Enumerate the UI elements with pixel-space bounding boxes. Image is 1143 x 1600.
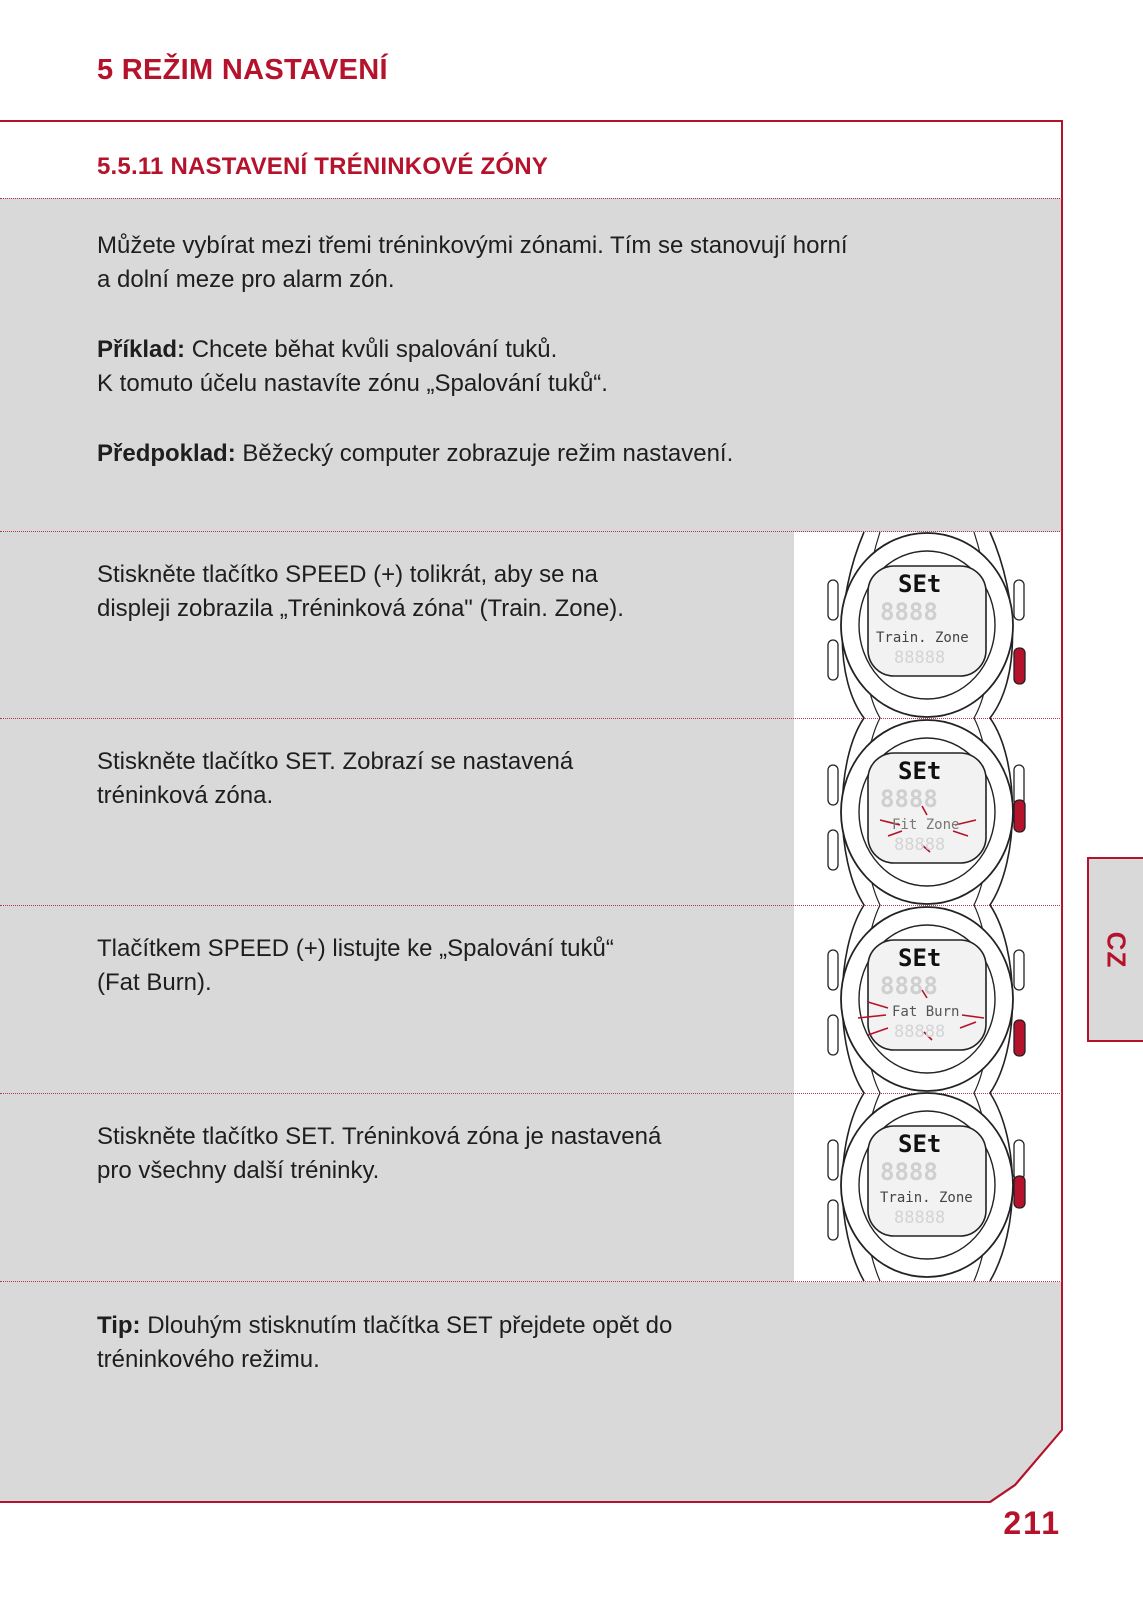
step-1-line-2: displeji zobrazila „Tréninková zóna" (Train. Zone). — [97, 595, 624, 622]
watch-3-lcd-label: Fat Burn — [892, 1004, 960, 1020]
watch-4-lcd-label: Train. Zone — [880, 1190, 973, 1206]
chapter-title: 5 REŽIM NASTAVENÍ — [97, 54, 388, 86]
watch-4-lcd-bottom: 88888 — [894, 1208, 946, 1228]
step-2-line-1: Stiskněte tlačítko SET. Zobrazí se nastavená — [97, 748, 574, 775]
watch-2-lcd-top: SEt — [898, 757, 942, 785]
example-line-2: K tomuto účelu nastavíte zónu „Spalování tuků“. — [97, 370, 608, 397]
watch-2-lcd-bottom: 88888 — [894, 835, 946, 855]
example-label: Příklad: — [97, 336, 186, 363]
watch-3-lcd — [870, 942, 984, 1048]
watch-3-lcd-digits: 8888 — [880, 972, 938, 1000]
watch-4-lcd-top: SEt — [898, 1130, 942, 1158]
intro-line-1: Můžete vybírat mezi třemi tréninkovými zónami. Tím se stanovují horní — [97, 232, 848, 259]
watch-2-lcd — [870, 755, 984, 861]
step-1-line-1: Stiskněte tlačítko SPEED (+) tolikrát, aby se na — [97, 561, 598, 588]
tip-line-2: tréninkového režimu. — [97, 1346, 320, 1373]
intro-line-2: a dolní meze pro alarm zón. — [97, 266, 395, 293]
tip-text: Dlouhým stisknutím tlačítka SET přejdete opět do — [140, 1312, 673, 1339]
watch-4-lcd — [870, 1128, 984, 1234]
watch-1-lcd — [870, 568, 984, 674]
watch-3-lcd-top: SEt — [898, 944, 942, 972]
section-title: 5.5.11 NASTAVENÍ TRÉNINKOVÉ ZÓNY — [97, 153, 548, 180]
example-text: Chcete běhat kvůli spalování tuků. — [185, 336, 558, 363]
watch-4-lcd-digits: 8888 — [880, 1158, 938, 1186]
watch-1-lcd-label: Train. Zone — [876, 630, 969, 646]
watch-2-lcd-digits: 8888 — [880, 785, 938, 813]
step-2-line-2: tréninková zóna. — [97, 782, 274, 809]
step-4-line-1: Stiskněte tlačítko SET. Tréninková zóna je nastavená — [97, 1123, 662, 1150]
step-4-line-2: pro všechny další tréninky. — [97, 1157, 380, 1184]
prerequisite-text: Běžecký computer zobrazuje režim nastavení. — [235, 440, 734, 467]
watch-1-lcd-digits: 8888 — [880, 598, 938, 626]
watch-2-lcd-label: Fit Zone — [892, 817, 960, 833]
tip-label: Tip: — [97, 1312, 141, 1339]
watch-1-lcd-top: SEt — [898, 570, 942, 598]
watch-3-lcd-bottom: 88888 — [894, 1022, 946, 1042]
step-3-line-1: Tlačítkem SPEED (+) listujte ke „Spalování tuků“ — [97, 935, 614, 962]
prerequisite-label: Předpoklad: — [97, 440, 236, 467]
page-number: 211 — [1003, 1505, 1061, 1541]
language-tab-label: CZ — [1101, 931, 1132, 968]
watch-1-lcd-bottom: 88888 — [894, 648, 946, 668]
language-tab — [1087, 857, 1143, 1042]
step-3-line-2: (Fat Burn). — [97, 969, 212, 996]
tip — [97, 1309, 672, 1343]
